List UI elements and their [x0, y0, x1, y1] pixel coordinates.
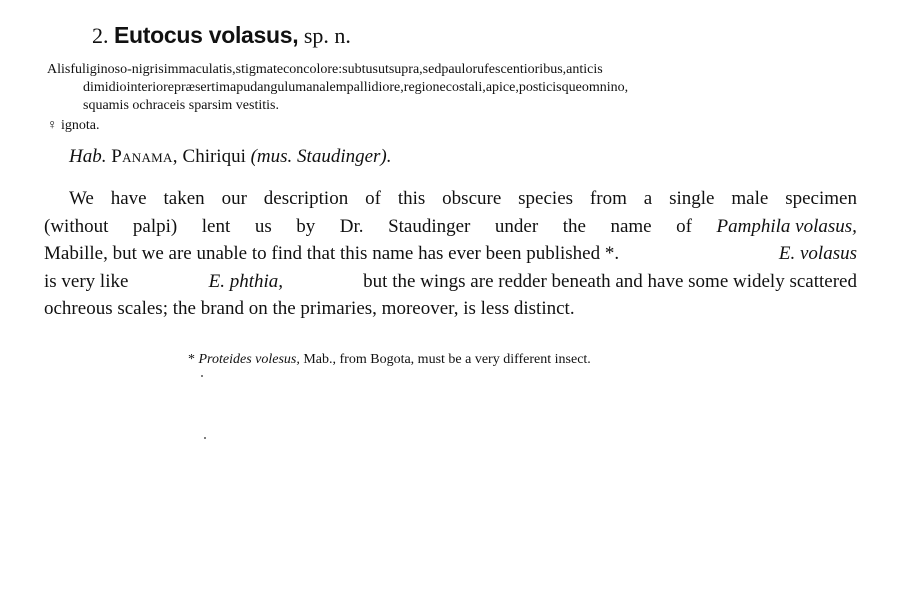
speck-mark	[204, 437, 206, 439]
body-word: single	[669, 188, 715, 209]
body-word: our	[221, 188, 247, 209]
habitat-country: Panama,	[111, 146, 178, 167]
latin-word: pallidiore,	[346, 80, 404, 95]
speck-mark	[201, 375, 203, 377]
habitat-source: (mus. Staudinger).	[250, 146, 392, 167]
body-line-4-italic: E. phthia,	[208, 270, 284, 292]
latin-word: interiore	[126, 80, 174, 95]
female-note: ♀ ignota.	[47, 118, 100, 133]
body-word: taken	[163, 188, 205, 209]
latin-word: Alis	[47, 62, 71, 77]
latin-word: anticis	[566, 62, 603, 77]
body-word: from	[589, 188, 627, 209]
body-word: species	[518, 188, 574, 209]
latin-word: angulum	[257, 80, 307, 95]
footnote	[188, 352, 591, 368]
latin-word: regione	[403, 80, 446, 95]
body-line-2-italic: Pamphila volasus,	[716, 215, 857, 237]
body-line-2	[44, 213, 857, 241]
body-paragraph	[44, 185, 857, 323]
body-word: lent	[201, 215, 231, 237]
footnote-text: Mab., from Bogota, must be a very different insect.	[303, 352, 591, 367]
footnote-marker: *	[188, 352, 195, 367]
body-word: by	[296, 215, 316, 237]
latin-word: ut	[377, 62, 389, 77]
body-word: of	[365, 188, 381, 209]
species-status: sp. n.	[303, 23, 351, 48]
latin-word: concolore:	[283, 62, 343, 77]
body-line-5: ochreous scales; the brand on the primaries, moreover, is less distinct.	[44, 298, 575, 319]
body-word: have	[110, 188, 147, 209]
body-line-4	[44, 268, 857, 296]
body-word: male	[731, 188, 769, 209]
body-line-1	[44, 185, 857, 213]
body-line-3-italic: E. volasus	[778, 243, 857, 264]
body-word: Staudinger	[388, 215, 471, 237]
body-line-4-end: but the wings are redder beneath and have some widely scattered	[363, 270, 857, 292]
latin-word: apud	[229, 80, 258, 95]
body-word: us	[254, 215, 272, 237]
footnote-italic: Proteides volesus,	[198, 352, 300, 367]
latin-word: fuliginoso-nigris	[70, 62, 164, 77]
latin-word: præsertim	[173, 80, 230, 95]
body-word: palpi)	[132, 215, 178, 237]
body-word: the	[562, 215, 586, 237]
body-word: obscure	[442, 188, 502, 209]
body-word: specimen	[785, 188, 857, 209]
latin-word: immaculatis,	[163, 62, 236, 77]
latin-word: omnino,	[581, 80, 629, 95]
latin-word: rufescentioribus,	[472, 62, 567, 77]
habitat-line	[69, 146, 392, 168]
latin-word: costali,	[445, 80, 486, 95]
latin-word: subtus	[342, 62, 378, 77]
latin-line-2	[47, 79, 862, 97]
latin-description	[47, 61, 862, 115]
body-line-3	[44, 240, 857, 268]
latin-word: apice,	[485, 80, 519, 95]
body-word: a	[643, 188, 653, 209]
latin-word: dimidio	[83, 80, 127, 95]
latin-line-3: squamis ochraceis sparsim vestitis.	[83, 98, 279, 113]
body-word: We	[69, 188, 94, 209]
latin-word: analem	[306, 80, 347, 95]
latin-word: posticisque	[518, 80, 582, 95]
latin-word: stigmate	[235, 62, 284, 77]
body-line-3-text: Mabille, but we are unable to find that this name has ever been published *.	[44, 243, 620, 264]
species-number: 2.	[92, 23, 109, 48]
species-name: Eutocus volasus,	[114, 22, 299, 48]
habitat-label: Hab.	[69, 146, 107, 167]
body-word: name	[610, 215, 652, 237]
latin-word: supra,	[388, 62, 423, 77]
body-word: under	[494, 215, 539, 237]
body-word: Dr.	[339, 215, 364, 237]
latin-word: paulo	[441, 62, 473, 77]
latin-line-1	[47, 61, 862, 79]
body-word: this	[397, 188, 426, 209]
habitat-locality: Chiriqui	[182, 146, 246, 167]
body-line-4-start: is very like	[44, 270, 129, 292]
body-word: of	[676, 215, 692, 237]
body-word: description	[263, 188, 349, 209]
body-word: (without	[44, 215, 109, 237]
latin-word: sed	[422, 62, 442, 77]
species-heading	[92, 22, 351, 49]
